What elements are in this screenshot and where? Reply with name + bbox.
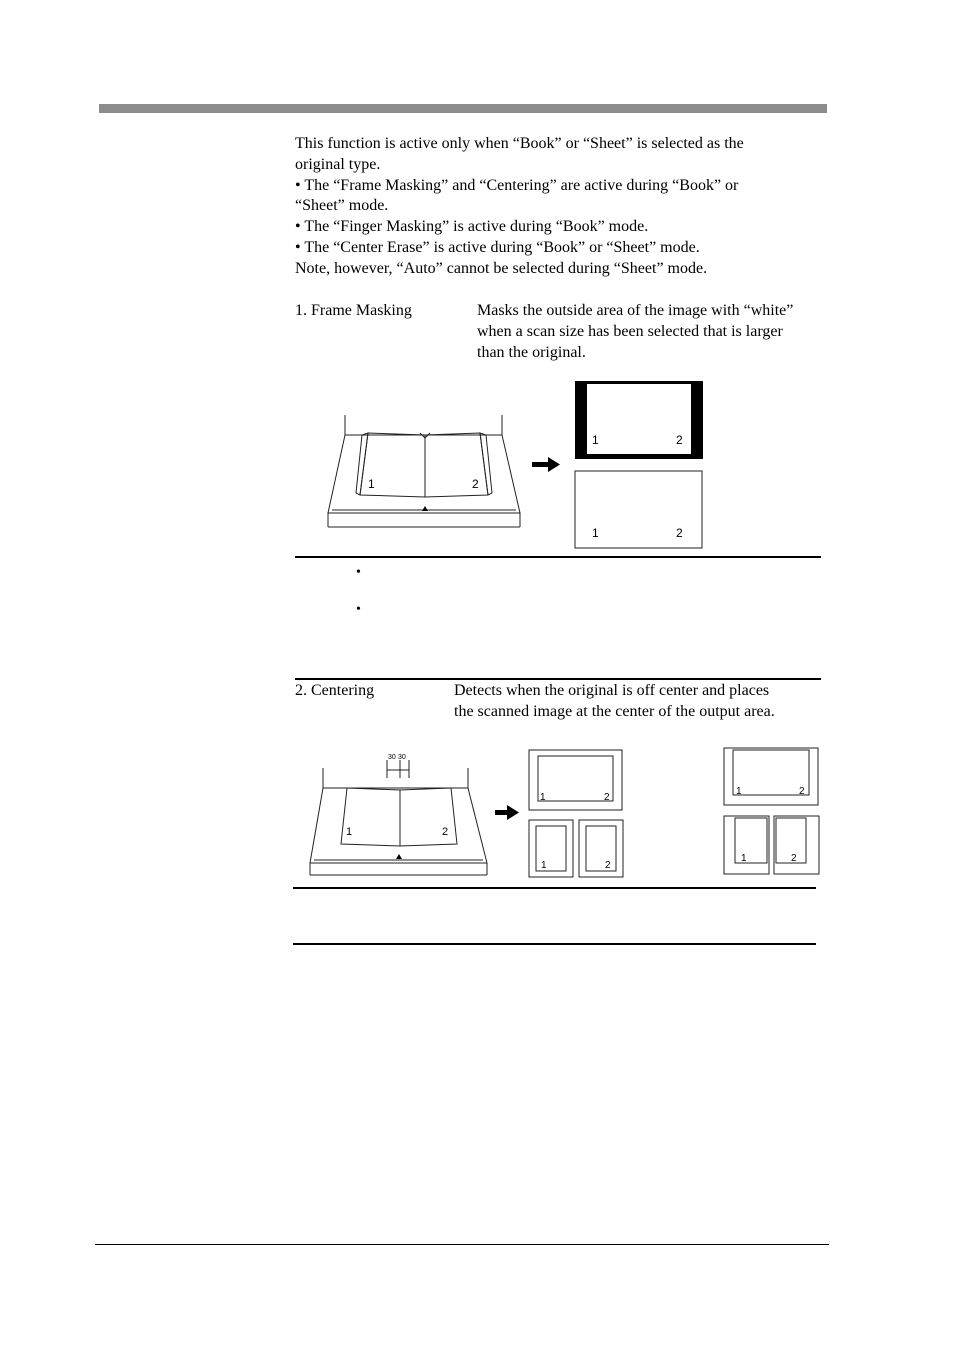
page-number-label: 1 <box>368 477 375 491</box>
frame-masking-illustration <box>320 375 720 555</box>
dimension-label: 30 <box>398 754 406 761</box>
page-number-label: 1 <box>741 853 747 864</box>
intro-text <box>295 134 835 280</box>
page-number-label: 1 <box>541 860 547 871</box>
intro-line: original type. <box>295 155 381 173</box>
page-number-label: 1 <box>736 786 742 797</box>
page-number-label: 2 <box>676 526 683 540</box>
page-number-label: 1 <box>592 433 599 447</box>
page-number-label: 1 <box>346 826 353 838</box>
page-number-label: 2 <box>604 792 610 803</box>
section-divider <box>293 887 816 889</box>
dimension-label: 30 <box>388 754 396 761</box>
page-number-label: 2 <box>472 477 479 491</box>
intro-line: This function is active only when “Book” or “Sheet” is selected as the <box>295 135 744 152</box>
intro-line: “Sheet” mode. <box>295 197 389 215</box>
masked-output-black-frame <box>575 381 703 459</box>
right-arrow-icon <box>495 805 519 820</box>
frame-masking-description <box>477 301 793 363</box>
intro-line: • The “Center Erase” is active during “Book” or “Sheet” mode. <box>295 238 700 256</box>
intro-line: • The “Frame Masking” and “Centering” are active during “Book” or <box>295 176 739 194</box>
centering-illustration <box>305 738 825 883</box>
bullet-point: • <box>356 602 361 617</box>
bullet-point: • <box>356 565 361 580</box>
description-line: Detects when the original is off center and places <box>454 682 770 699</box>
description-line: than the original. <box>477 343 586 361</box>
centering-description <box>454 681 775 723</box>
centering-label: 2. Centering <box>295 682 375 699</box>
page-number-label: 2 <box>676 433 683 447</box>
intro-line: Note, however, “Auto” cannot be selected during “Sheet” mode. <box>295 259 708 277</box>
footer-rule <box>95 1244 829 1245</box>
page-number-label: 2 <box>605 860 611 871</box>
page-number-label: 1 <box>592 526 599 540</box>
page-number-label: 1 <box>540 792 546 803</box>
page-number-label: 2 <box>799 786 805 797</box>
description-line: the scanned image at the center of the output area. <box>454 702 775 720</box>
description-line: when a scan size has been selected that is larger <box>477 322 783 340</box>
header-rule <box>99 104 827 113</box>
description-line: Masks the outside area of the image with “white” <box>477 302 794 319</box>
offset-output-portrait-pair <box>724 816 819 874</box>
page-number-label: 2 <box>791 853 797 864</box>
section-divider <box>295 678 821 680</box>
frame-masking-label: 1. Frame Masking <box>295 302 412 319</box>
intro-line: • The “Finger Masking” is active during “Book” mode. <box>295 218 649 236</box>
section-divider <box>295 556 821 558</box>
section-divider <box>293 943 816 945</box>
right-arrow-icon <box>532 457 560 472</box>
page-number-label: 2 <box>442 826 449 838</box>
